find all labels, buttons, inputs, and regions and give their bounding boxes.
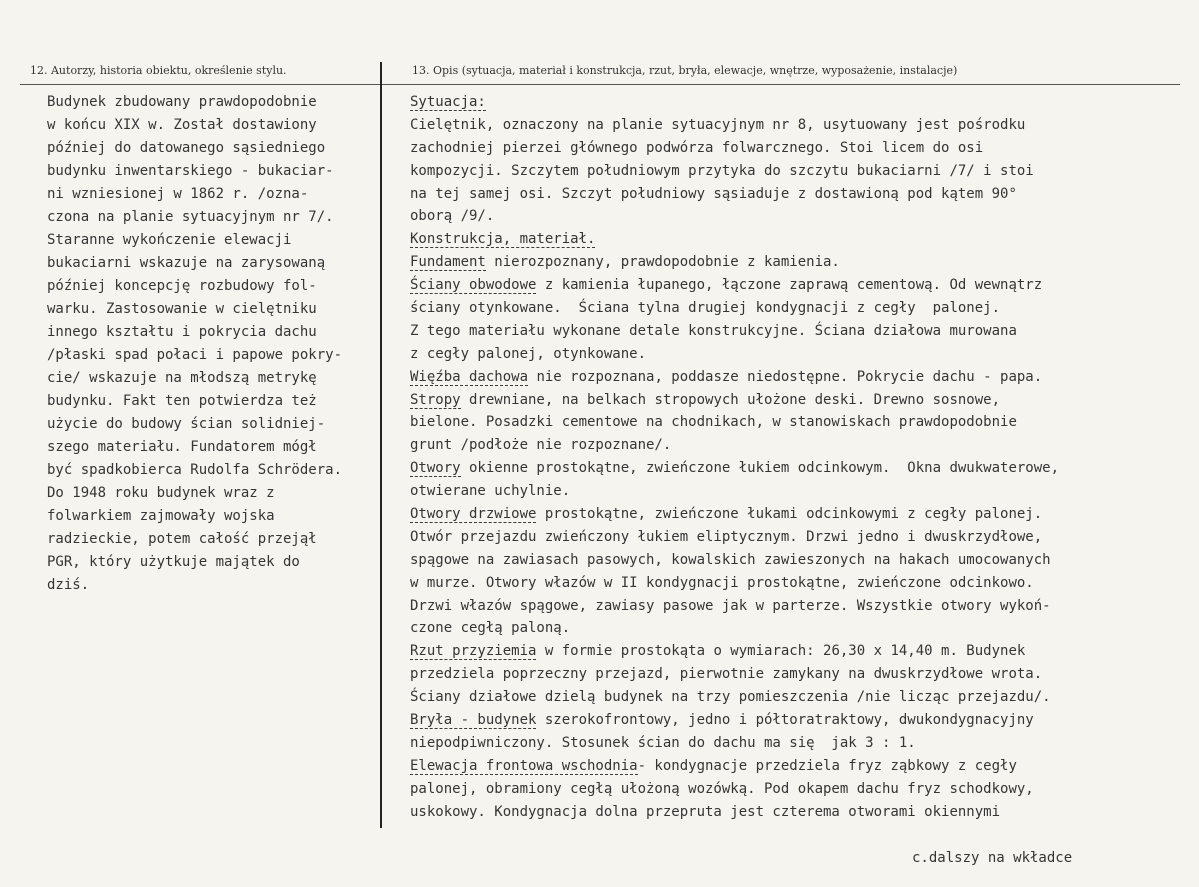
history-line: dziś. xyxy=(47,577,90,593)
right-column-header: 13. Opis (sytuacja, materiał i konstrukcja, rzut, bryła, elewacje, wnętrze, wyposażenie, instalacje) xyxy=(412,64,958,77)
description-text: na tej samej osi. Szczyt południowy sąsiaduje z dostawioną pod kątem 90° xyxy=(410,185,1017,202)
description-line xyxy=(410,205,1059,228)
history-line: budynku inwentarskiego - bukaciar- xyxy=(47,163,334,179)
history-line: cie/ wskazuje na młodszą metrykę xyxy=(47,370,317,386)
section-heading: Bryła - budynek xyxy=(410,712,537,729)
description-text: Drzwi włazów spągowe, zawiasy pasowe jak w parterze. Wszystkie otwory wykoń- xyxy=(410,597,1051,614)
history-text-column xyxy=(47,91,342,597)
description-line xyxy=(410,617,1059,640)
section-heading: Otwory xyxy=(410,460,461,477)
description-line xyxy=(410,411,1059,434)
description-text: z cegły palonej, otynkowane. xyxy=(410,345,647,362)
history-line: ni wzniesionej w 1862 r. /ozna- xyxy=(47,186,309,202)
section-heading: Fundament xyxy=(410,254,486,271)
description-line xyxy=(410,389,1059,412)
history-line: PGR, który użytkuje majątek do xyxy=(47,554,300,570)
description-text: nie rozpoznana, poddasze niedostępne. Pokrycie dachu - papa. xyxy=(528,368,1043,385)
description-text: kompozycji. Szczytem południowym przytyka do szczytu bukaciarni /7/ i stoi xyxy=(410,162,1034,179)
section-heading: Sytuacja: xyxy=(410,94,486,110)
description-text: przedziela poprzeczny przejazd, pierwotnie zamykany na dwuskrzydłowe wrota. xyxy=(410,666,1043,683)
history-line: radzieckie, potem całość przejął xyxy=(47,531,317,547)
description-line xyxy=(410,640,1059,663)
section-heading: Więźba dachowa xyxy=(410,368,529,385)
description-text: spągowe na zawiasach pasowych, kowalskich zawieszonych na hakach umocowanych xyxy=(410,551,1051,568)
description-text: palonej, obramiony cegłą ułożoną wozówką. Pod okapem dachu fryz schodkowy, xyxy=(410,780,1034,797)
history-line: /płaski spad połaci i papowe pokry- xyxy=(47,347,343,363)
description-text: prostokątne, zwieńczone łukami odcinkowymi z cegły palonej. xyxy=(536,506,1043,523)
description-text: drewniane, na belkach stropowych ułożone deski. Drewno sosnowe, xyxy=(460,391,1001,408)
section-heading: Konstrukcja, materiał. xyxy=(410,231,596,248)
section-heading: Ściany obwodowe xyxy=(410,277,537,294)
description-text: w formie prostokąta o wymiarach: 26,30 x 14,40 m. Budynek xyxy=(536,643,1026,660)
description-text: grunt /podłoże nie rozpoznane/. xyxy=(410,437,672,454)
history-line: Budynek zbudowany prawdopodobnie xyxy=(47,94,317,110)
description-line xyxy=(410,778,1059,801)
description-line xyxy=(410,91,1059,114)
description-text: ściany otynkowane. Ściana tylna drugiej kondygnacji z cegły palonej. xyxy=(410,300,1001,317)
history-line: później do datowanego sąsiedniego xyxy=(47,140,326,156)
history-line: być spadkobierca Rudolfa Schrödera. xyxy=(47,462,343,478)
description-text: - kondygnacje przedziela fryz ząbkowy z cegły xyxy=(637,757,1017,774)
description-text-column xyxy=(410,91,1059,824)
description-line xyxy=(410,755,1059,778)
description-text: Z tego materiału wykonane detale konstrukcyjne. Ściana działowa murowana xyxy=(410,322,1017,339)
description-line xyxy=(410,274,1059,297)
column-divider xyxy=(380,62,382,828)
header-rule xyxy=(20,84,1180,85)
description-line xyxy=(410,663,1059,686)
left-column-header: 12. Autorzy, historia obiektu, określenie stylu. xyxy=(30,64,287,77)
description-text: nierozpoznany, prawdopodobnie z kamienia. xyxy=(485,254,840,271)
description-line xyxy=(410,595,1059,618)
description-line xyxy=(410,160,1059,183)
description-line xyxy=(410,503,1059,526)
description-line xyxy=(410,137,1059,160)
description-text: Cielętnik, oznaczony na planie sytuacyjnym nr 8, usytuowany jest pośrodku xyxy=(410,116,1026,133)
description-text: Otwór przejazdu zwieńczony łukiem eliptycznym. Drzwi jedno i dwuskrzydłowe, xyxy=(410,528,1043,545)
description-line xyxy=(410,526,1059,549)
description-line xyxy=(410,686,1059,709)
description-line xyxy=(410,480,1059,503)
continuation-note: c.dalszy na wkładce xyxy=(912,850,1073,866)
history-line: czona na planie sytuacyjnym nr 7/. xyxy=(47,209,334,225)
history-line: w końcu XIX w. Został dostawiony xyxy=(47,117,317,133)
description-line xyxy=(410,709,1059,732)
section-heading: Otwory drzwiowe xyxy=(410,506,537,523)
history-line: Do 1948 roku budynek wraz z xyxy=(47,485,275,501)
history-line: użycie do budowy ścian solidniej- xyxy=(47,416,326,432)
history-line: warku. Zastosowanie w cielętniku xyxy=(47,301,317,317)
history-line: szego materiału. Fundatorem mógł xyxy=(47,439,317,455)
section-heading: Rzut przyziemia xyxy=(410,643,537,660)
description-line xyxy=(410,801,1059,824)
section-heading: Elewacja frontowa wschodnia xyxy=(410,757,638,774)
history-line: Staranne wykończenie elewacji xyxy=(47,232,292,248)
description-text: Ściany działowe dzielą budynek na trzy pomieszczenia /nie licząc przejazdu/. xyxy=(410,689,1051,706)
description-text: oborą /9/. xyxy=(410,208,495,225)
history-line: później koncepcję rozbudowy fol- xyxy=(47,278,317,294)
description-text: z kamienia łupanego, łączone zaprawą cementową. Od wewnątrz xyxy=(536,277,1043,294)
history-line: innego kształtu i pokrycia dachu xyxy=(47,324,317,340)
section-heading: Stropy xyxy=(410,391,461,408)
history-line: folwarkiem zajmowały wojska xyxy=(47,508,275,524)
history-line: bukaciarni wskazuje na zarysowaną xyxy=(47,255,326,271)
description-line xyxy=(410,343,1059,366)
history-line: budynku. Fakt ten potwierdza też xyxy=(47,393,317,409)
description-text: otwierane uchylnie. xyxy=(410,483,571,500)
description-text: bielone. Posadzki cementowe na chodnikach, w stanowiskach prawdopodobnie xyxy=(410,414,1017,431)
description-text: czone cegłą paloną. xyxy=(410,620,571,637)
description-text: uskokowy. Kondygnacja dolna przeprutа jest czterema otworami okiennymi xyxy=(410,803,1001,820)
description-line xyxy=(410,572,1059,595)
description-line xyxy=(410,228,1059,251)
description-text: niepodpiwniczony. Stosunek ścian do dachu ma się jak 3 : 1. xyxy=(410,734,916,751)
description-line xyxy=(410,183,1059,206)
description-line xyxy=(410,320,1059,343)
description-line xyxy=(410,457,1059,480)
description-line xyxy=(410,732,1059,755)
description-line xyxy=(410,297,1059,320)
description-line xyxy=(410,366,1059,389)
description-line xyxy=(410,434,1059,457)
description-line xyxy=(410,251,1059,274)
description-text: w murze. Otwory włazów w II kondygnacji prostokątne, zwieńczone odcinkowo. xyxy=(410,574,1034,591)
description-text: zachodniej pierzei głównego podwórza folwarcznego. Stoi licem do osi xyxy=(410,139,984,156)
description-text: okienne prostokątne, zwieńczone łukiem odcinkowym. Okna dwukwaterowe, xyxy=(460,460,1060,477)
description-line xyxy=(410,114,1059,137)
description-text: szerokofrontowy, jedno i półtoratraktowy, dwukondygnacyjny xyxy=(536,712,1034,729)
description-line xyxy=(410,549,1059,572)
